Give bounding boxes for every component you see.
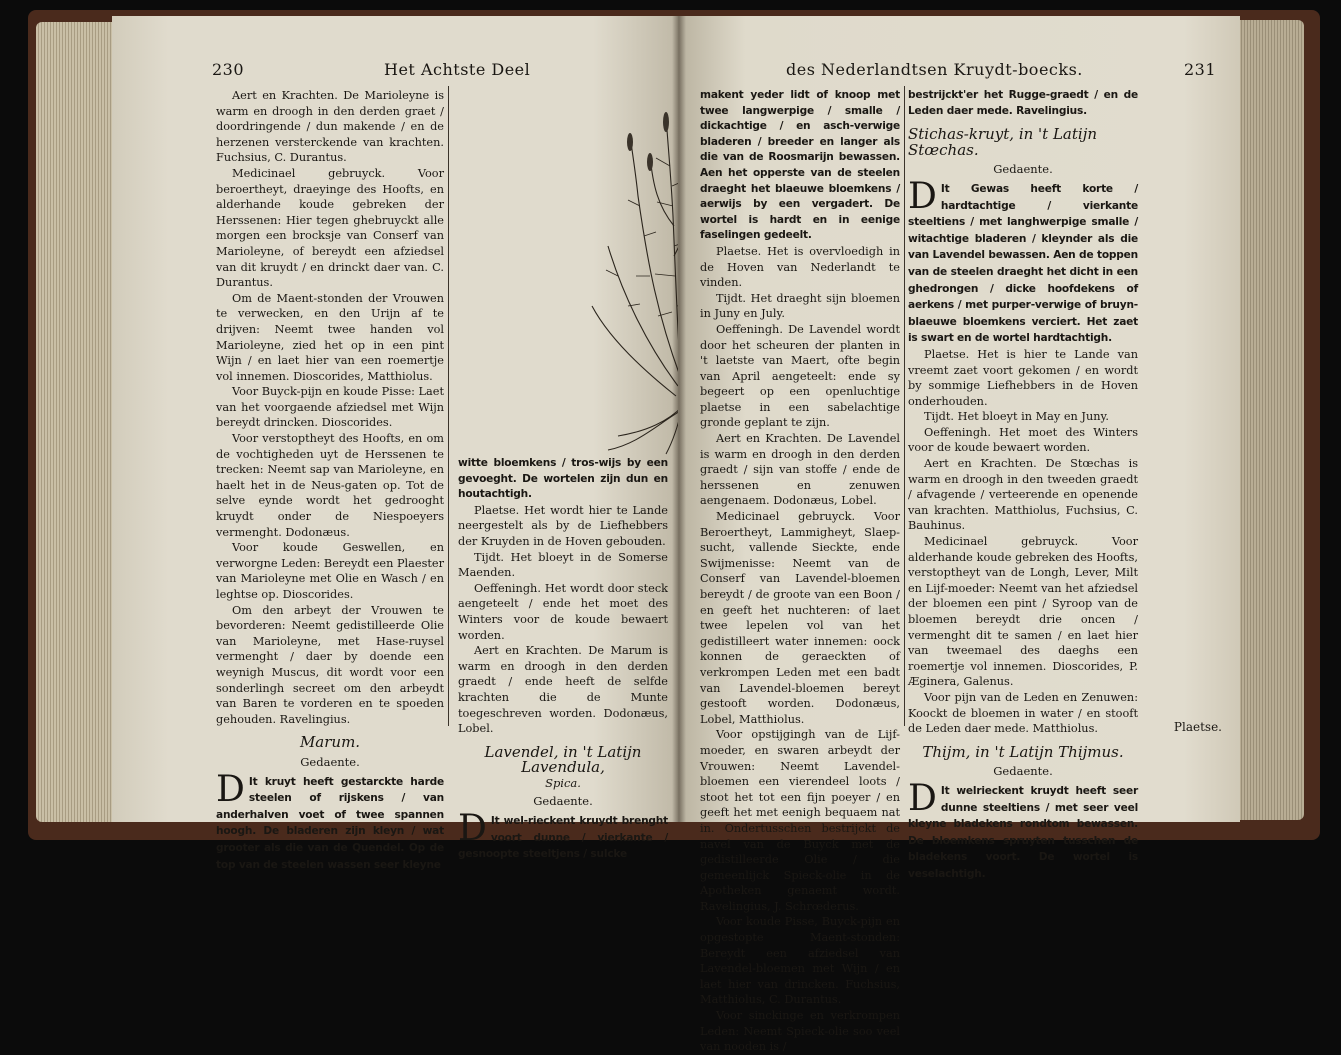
drop-cap: D xyxy=(908,777,937,819)
paragraph: Voor koude Pisse, Buyck-pijn en opgestopte Maent-stonden: Bereydt een afziedsel van Lavendel-bloemen met Wijn / en laet hier van drincken. Fuchsius, Matthiolus, C. Durantus. xyxy=(700,915,900,1007)
paragraph: Om de Maent-stonden der Vrouwen te verwecken, en den Urijn af te drijven: Neemt twee handen vol Marioleyne, zied het op in een pint Wijn / en laet hier van een roemertje vol innemen. Dioscorides, Matthiolus. xyxy=(216,291,444,383)
paragraph: Voor sinckinge en verkrompen Leden: Neemt Spieck-olie soo veel van nooden is / xyxy=(700,1009,900,1054)
paragraph: It welrieckent kruydt heeft seer dunne steeltiens / met seer veel kleyne bladekens rondtom bewassen. De bloemkens spruyten tusschen de bladekens voort. De wortel is veselachtigh. xyxy=(908,784,1138,880)
paragraph: witte bloemkens / tros-wijs by een gevoeght. De wortelen zijn dun en houtachtigh. xyxy=(458,457,668,501)
right-column-2 xyxy=(908,88,1138,883)
left-column-2 xyxy=(458,456,668,863)
paragraph: Medicinael gebruyck. Voor Beroertheyt, Lammigheyt, Slaep-sucht, vallende Sieckte, ende Swijmenisse: Neemt van de Conserf van Lavendel-bloemen bereydt / de groote van een Boon / en geeft het nuchteren: of laet twee lepelen vol van het gedistilleert water innemen: oock konnen de geraeckten of verkrompen Leden met een badt van Lavendel-bloemen bereyt gestooft worden. Dodonæus, Lobel, Matthiolus. xyxy=(700,510,900,726)
paragraph: Aert en Krachten. De Lavendel is warm en droogh in den derden graedt / sijn van stoffe / ende de herssenen en zenuwen aengenaem. Dodonæus, Lobel. xyxy=(700,432,900,508)
paragraph: Voor koude Geswellen, en verworgne Leden: Bereydt een Plaester van Marioleyne met Olie en Wasch / en leghtse op. Dioscorides. xyxy=(216,541,445,601)
paragraph: Aert en Krachten. De Stœchas is warm en droogh in den tweeden graedt / afvagende / verteerende en openende van krachten. Matthiolus, Fuchsius, C. Bauhinus. xyxy=(908,457,1138,533)
section-heading-marum: Marum. xyxy=(299,733,361,752)
catchword: Plaetse. xyxy=(1173,720,1222,734)
subheading-gedaente: Gedaente. xyxy=(533,794,593,809)
paragraph: Tijdt. Het bloeyt in May en Juny. xyxy=(924,410,1109,424)
drop-cap: D xyxy=(458,808,487,850)
drop-cap: D xyxy=(216,768,245,810)
paragraph: Voor pijn van de Leden en Zenuwen: Koockt de bloemen in water / en stooft de Leden daer mede. Matthiolus. xyxy=(908,690,1138,736)
paragraph: Aert en Krachten. De Marum is warm en droogh in den derden graedt / ende heeft de selfde krachten die de Munte toegeschreven worden. Dodonæus, Lobel. xyxy=(458,644,668,736)
paragraph: Tijdt. Het bloeyt in de Somerse Maenden. xyxy=(458,550,668,580)
paragraph: Voor verstoptheyt des Hoofts, en om de vochtigheden uyt de Herssenen te trecken: Neemt sap van Marioleyne, en haelt het in de Neus-gaten op. Tot de selve eynde wordt het gedrooght kruydt onder de Niespoeyers vermenght. Dodonæus. xyxy=(216,432,444,539)
page-edges-left xyxy=(36,22,116,822)
book-gutter xyxy=(672,16,686,822)
paragraph: Oeffeningh. Het wordt door steck aengeteelt / ende het moet des Winters voor de koude bewaert worden. xyxy=(458,581,668,642)
column-rule xyxy=(904,86,905,726)
subheading-gedaente: Gedaente. xyxy=(993,764,1053,779)
subheading-gedaente: Gedaente. xyxy=(993,162,1053,177)
paragraph: It wel-rieckent kruydt brenght voort dunne / vierkante / gesnoopte steeltjens / sulcke xyxy=(458,815,668,861)
paragraph: bestrijckt'er het Rugge-graedt / en de Leden daer mede. Ravelingius. xyxy=(908,89,1138,117)
paragraph: Plaetse. Het wordt hier te Lande neergestelt als by de Liefhebbers der Kruyden in de Hoven gebouden. xyxy=(458,503,668,548)
paragraph: Plaetse. Het is overvloedigh in de Hoven van Nederlandt te vinden. xyxy=(700,244,900,290)
paragraph: Voor opstijgingh van de Lijf-moeder, en swaren arbeydt der Vrouwen: Neemt Lavendel-bloemen een vierendeel loots / stoot het tot een fijn poeyer / en geeft het met eenigh bequaem nat in. Ondertusschen bestrijckt de navel van de Buyck met de gedistilleerde Olie / die gemeenlijck Spieck-olie in de Apotheken genaemt wordt. Ravelingius, J. Schrœderus. xyxy=(700,728,900,913)
page-number-right: 231 xyxy=(1184,60,1217,79)
column-rule xyxy=(448,86,449,726)
paragraph: Om den arbeyt der Vrouwen te bevorderen: Neemt gedistilleerde Olie van Marioleyne, met Hase-ruysel vermenght / daer by doende een weynigh Muscus, dit wordt voor een sonderlingh secreet om den arbeydt van Baren te vorderen en te spoeden gehouden. Ravelingius. xyxy=(216,603,444,726)
paragraph: It Gewas heeft korte / hardtachtige / vierkante steeltiens / met langhwerpige smalle / witachtige bladeren / kleynder als die van Lavendel bewassen. Aen de toppen van de steelen draeght het dicht in een ghedrongen / dicke hoofdekens of aerkens / met purper-verwige of bruyn-blaeuwe bloemkens verciert. Het zaet is swart en de wortel hardtachtigh. xyxy=(908,182,1138,345)
drop-cap: D xyxy=(908,175,937,217)
paragraph: Oeffeningh. Het moet des Winters voor de koude bewaert worden. xyxy=(908,425,1138,455)
paragraph: Voor Buyck-pijn en koude Pisse: Laet van het voorgaende afziedsel met Wijn bereydt drincken. Dioscorides. xyxy=(216,385,445,430)
page-number-left: 230 xyxy=(212,60,245,79)
right-page xyxy=(678,16,1240,1054)
paragraph: It kruyt heeft gestarckte harde steelen of rijskens / van anderhalven voet of twee spannen hoogh. De bladeren zijn kleyn / wat grooter als die van de Quendel. Op de top van de steelen wassen seer kleyne xyxy=(216,775,444,871)
paragraph: Plaetse. Het is hier te Lande van vreemt zaet voort gekomen / en wordt by sommige Liefhebbers in de Hoven onderhouden. xyxy=(908,347,1138,408)
paragraph: Medicinael gebruyck. Voor beroertheyt, draeyinge des Hoofts, en alderhande koude gebreken der Herssenen: Hier tegen ghebruyckt alle morgen een brocksje van Conserf van Marioleyne, of bereydt een afziedsel van dit kruydt / en drinckt daer van. C. Durantus. xyxy=(216,166,444,290)
running-head-left: Het Achtste Deel xyxy=(384,60,531,79)
right-column-1 xyxy=(700,88,900,1055)
section-heading-thijm: Thijm, in 't Latijn Thijmus. xyxy=(922,742,1124,761)
paragraph: Tijdt. Het draeght sijn bloemen in Juny en July. xyxy=(700,291,900,321)
paragraph: Aert en Krachten. De Marioleyne is warm en droogh in den derden graet / doordringende / dun makende / en de herzenen versterckende van krachten. Fuchsius, C. Durantus. xyxy=(216,89,444,165)
subheading-spica: Spica. xyxy=(545,775,581,790)
paragraph: Medicinael gebruyck. Voor alderhande koude gebreken des Hoofts, verstoptheyt van de Longh, Lever, Milt en Lijf-moeder: Neemt van het afziedsel der bloemen een pint / Syroop van de bloemen bereydt drie oncen / vermenght dit te samen / en laet hier van tweemael des daeghs een roemertje vol innemen. Dioscorides, P. Æginera, Galenus. xyxy=(908,535,1138,689)
left-column-1 xyxy=(216,88,444,873)
subheading-gedaente: Gedaente. xyxy=(300,754,360,769)
left-page xyxy=(112,16,678,871)
paragraph: Oeffeningh. De Lavendel wordt door het scheuren der planten in 't laetste van Maert, ofte begin van April aengeteelt: ende sy begeert op een openluchtige plaetse in een sabelachtige gronde geplant te zijn. xyxy=(700,322,900,430)
section-heading-stichas: Stichas-kruyt, in 't Latijn Stœchas. xyxy=(908,125,1098,159)
section-heading-lavendel: Lavendel, in 't Latijn Lavendula, xyxy=(484,742,642,777)
paragraph: makent yeder lidt of knoop met twee langwerpige / smalle / dickachtige / en asch-verwige bladeren / breeder en langer als die van de Roosmarijn bewassen. Aen het opperste van de steelen draeght het blaeuwe bloemkens / aerwijs by een vergadert. De wortel is hardt en in eenige faselingen gedeelt. xyxy=(700,89,900,242)
page-edges-right xyxy=(1236,20,1304,820)
running-head-right: des Nederlandtsen Kruydt-boecks. xyxy=(786,60,1083,79)
